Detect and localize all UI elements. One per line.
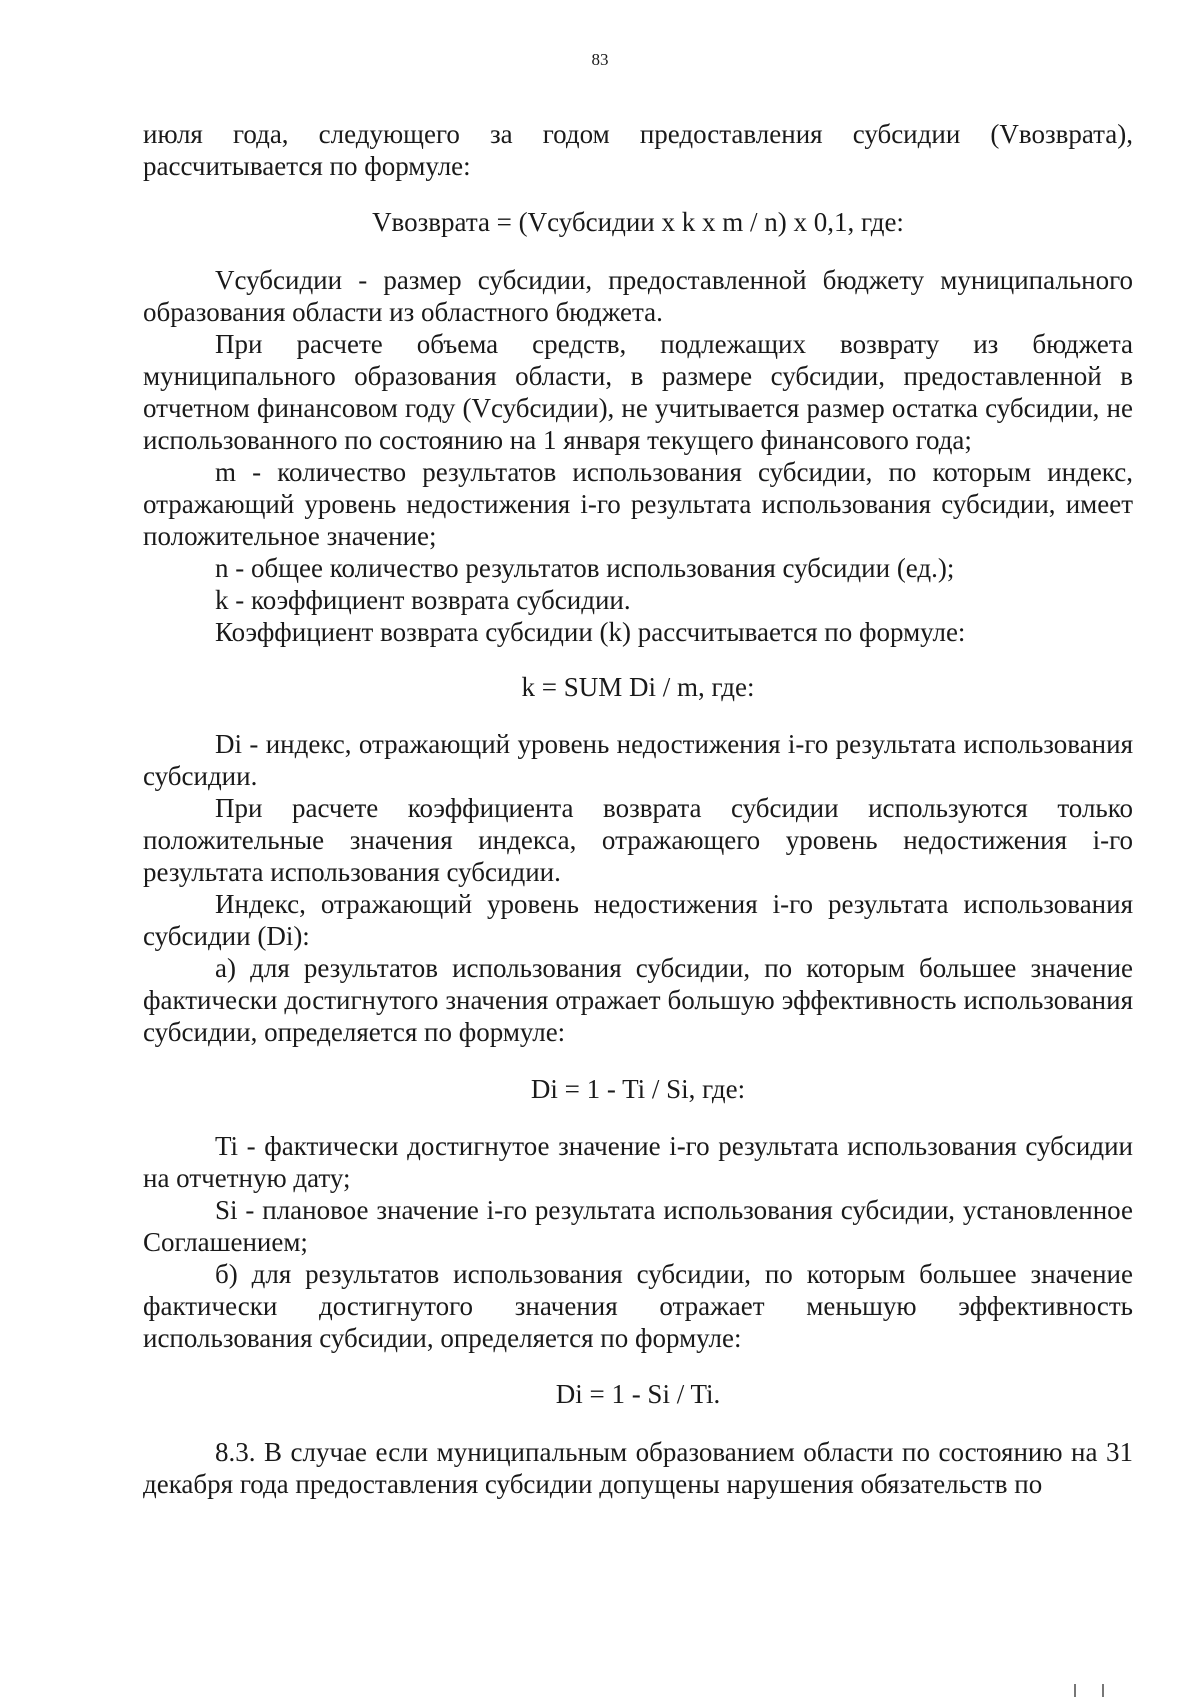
paragraph: 8.3. В случае если муниципальным образованием области по состоянию на 31 декабря года предоставления субсидии допущены нарушения обязательств по bbox=[143, 1437, 1133, 1499]
formula: Di = 1 - Ti / Si, где: bbox=[530, 1074, 746, 1104]
formula: Vвозврата = (Vсубсидии x k x m / n) x 0,1, где: bbox=[372, 207, 904, 237]
paragraph: б) для результатов использования субсидии, по которым большее значение фактически достигнутого значения отражает меньшую эффективность использования субсидии, определяется по формуле: bbox=[143, 1259, 1133, 1353]
paragraph: Ti - фактически достигнутое значение i-го результата использования субсидии на отчетную дату; bbox=[143, 1131, 1133, 1193]
paragraph: Vсубсидии - размер субсидии, предоставленной бюджету муниципального образования области из областного бюджета. bbox=[143, 265, 1133, 327]
page-number: 83 bbox=[591, 50, 609, 69]
paragraph: Si - плановое значение i-го результата использования субсидии, установленное Соглашением; bbox=[143, 1195, 1133, 1257]
paragraph: При расчете объема средств, подлежащих возврату из бюджета муниципального образования области, в размере субсидии, предоставленной в отчетном финансовом году (Vсубсидии), не учитывается размер остатка субсидии, не использованного по состоянию на 1 января текущего финансового года; bbox=[143, 329, 1133, 455]
formula: k = SUM Di / m, где: bbox=[521, 672, 755, 702]
scan-artifact-mark bbox=[1074, 1684, 1104, 1697]
paragraph: При расчете коэффициента возврата субсидии используются только положительные значения индекса, отражающего уровень недостижения i-го результата использования субсидии. bbox=[143, 793, 1133, 887]
paragraph: n - общее количество результатов использования субсидии (ед.); bbox=[215, 553, 955, 583]
paragraph: k - коэффициент возврата субсидии. bbox=[215, 585, 631, 615]
paragraph: июля года, следующего за годом предоставления субсидии (Vвозврата), рассчитывается по формуле: bbox=[143, 119, 1133, 181]
paragraph: Di - индекс, отражающий уровень недостижения i-го результата использования субсидии. bbox=[143, 729, 1133, 791]
formula: Di = 1 - Si / Ti. bbox=[555, 1379, 721, 1409]
paragraph: m - количество результатов использования субсидии, по которым индекс, отражающий уровень недостижения i-го результата использования субсидии, имеет положительное значение; bbox=[143, 457, 1133, 551]
document-body bbox=[143, 118, 1133, 1500]
paragraph: а) для результатов использования субсидии, по которым большее значение фактически достигнутого значения отражает большую эффективность использования субсидии, определяется по формуле: bbox=[143, 953, 1133, 1047]
paragraph: Индекс, отражающий уровень недостижения i-го результата использования субсидии (Di): bbox=[143, 889, 1133, 951]
paragraph: Коэффициент возврата субсидии (k) рассчитывается по формуле: bbox=[215, 617, 966, 647]
